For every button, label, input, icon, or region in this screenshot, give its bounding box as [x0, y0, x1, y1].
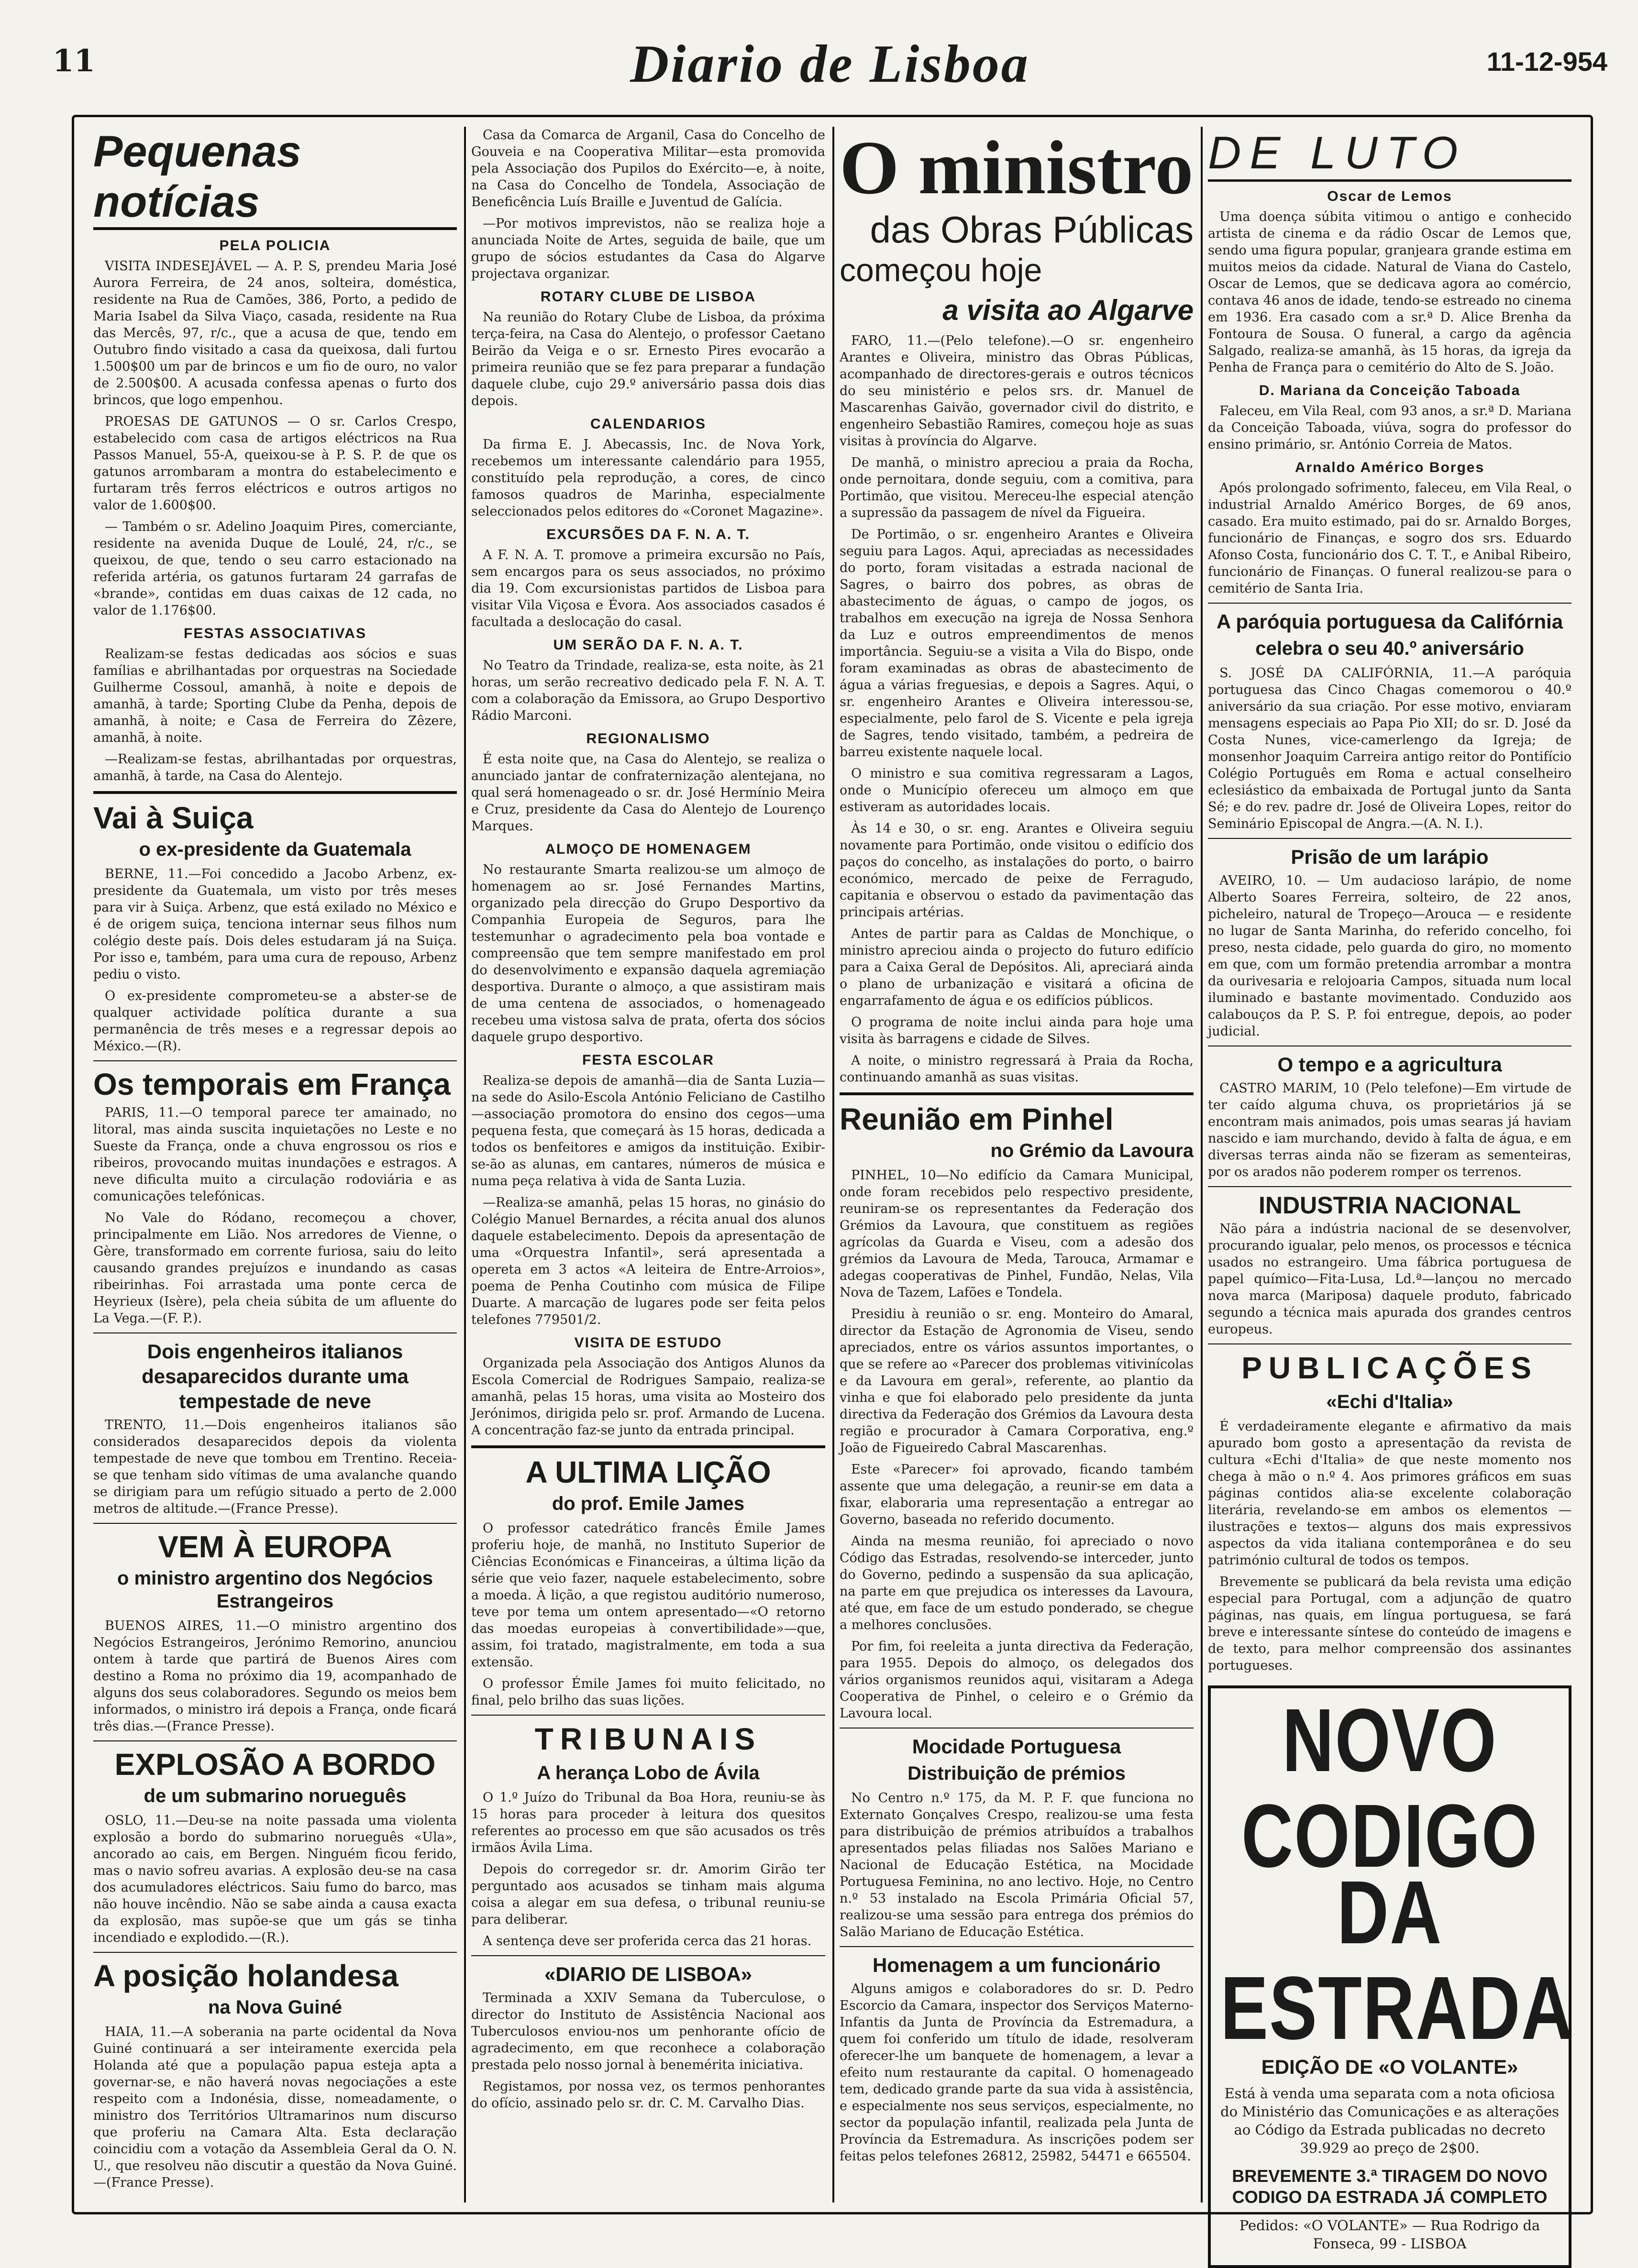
article-paragraph: É verdadeiramente elegante e afirmativo da mais apurado bom gosto a apresentação da revista de cultura «Echi d'Italia» de que neste momento nos chega à mão o n.º 4. Aos primores gráficos em suas páginas contidos alia-se excelente colaboração literária, revelando-se em ambos os elementos — ilustrações e textos— alguns dos mais expressivos aspectos da vida italiana contemporânea e do seu património cultural de todos os tempos. — [1208, 1419, 1572, 1568]
article-paragraph: Brevemente se publicará da bela revista uma edição especial para Portugal, com a adjunção de quatro páginas, nas quais, em língua portuguesa, se fará breve e interessante síntese do conteúdo de imagens e de texto, para melhor compreensão dos assinantes portugueses. — [1208, 1574, 1572, 1673]
subheading: UM SERÃO DA F. N. A. T. — [553, 637, 743, 653]
article-paragraph: A F. N. A. T. promove a primeira excursão no País, sem encargos para os seus associados, no próximo dia 19. Com excursionistas partidos de Lisboa para visitar Vila Viçosa e Évora. Aos associados casados é facultada a deslocação do casal. — [471, 548, 825, 629]
article-paragraph: VISITA INDESEJÁVEL — A. P. S, prendeu Maria José Aurora Ferreira, de 24 anos, solteira, doméstica, residente na Rua de Camões, 386, Porto, a pedido de Maria Isabel da Silva Viaço, casada, residente na Rua das Mercês, 97, r/c., que a acusa de que, tendo em Outubro findo visitado a casa da queixosa, dali furtou 1.500$00 um par de brincos e um fio de ouro, no valor de 2.500$00. A acusada confessa apenas o furto dos brincos, que logo empenhou. — [93, 259, 457, 407]
article-paragraph: De manhã, o ministro apreciou a praia da Rocha, onde pernoitara, donde seguiu, com a comitiva, para Portimão, que visitou. Mereceu-lhe especial atenção a supressão da passagem de nível da Figueira. — [840, 455, 1194, 520]
article-paragraph: Este «Parecer» foi aprovado, ficando também assente que uma delegação, a reunir-se em data a fixar, elaboraria uma representação a entregar ao Governo, baseada no referido documento. — [840, 1462, 1194, 1527]
obituary-name: D. Mariana da Conceição Taboada — [1259, 383, 1521, 398]
obituary-name: Arnaldo Américo Borges — [1295, 460, 1485, 475]
article-paragraph: PINHEL, 10—No edifício da Camara Municipal, onde foram recebidos pelo respectivo presidente, reuniram-se os representantes da Federação dos Grémios da Lavoura, que constituem as regiões agrícolas da Guarda e Viseu, com a adesão dos grémios da Lavoura de Meda, Tarouca, Armamar e adegas cooperativas de Pinhel, Fundão, Nelas, Vila Nova de Tazem, Lafões e Tondela. — [840, 1168, 1194, 1300]
article-headline: Vai à Suiça — [93, 801, 254, 835]
obituary-name: Oscar de Lemos — [1327, 188, 1452, 204]
article-deck: do prof. Emile James — [552, 1493, 745, 1514]
lead-headline-line3: começou hoje — [840, 252, 1042, 288]
issue-date: 11-12-954 — [1486, 46, 1607, 77]
article-headline: «DIARIO DE LISBOA» — [544, 1963, 753, 1985]
article-paragraph: A sentença deve ser proferida cerca das 21 horas. — [483, 1934, 812, 1949]
masthead — [53, 19, 1607, 110]
subheading: CALENDARIOS — [590, 416, 706, 432]
subheading: ALMOÇO DE HOMENAGEM — [545, 841, 752, 857]
article-paragraph: — Também o sr. Adelino Joaquim Pires, comerciante, residente na avenida Duque de Loulé, 24, r/c., se queixou, de que, tendo o seu carro estacionado na referida artéria, os gatunos furtaram 24 garrafas de «brande», contidas em duas caixas de 12 cada, no valor de 1.176$00. — [93, 519, 457, 618]
column-rule — [832, 127, 834, 2202]
article-headline: Os temporais em França — [93, 1067, 451, 1101]
article-paragraph: Alguns amigos e colaboradores do sr. D. Pedro Escorcio da Camara, inspector dos Serviços Materno-Infantis da Junta de Província da Estremadura, a quem foi conferido um título de idade, resolveram oferecer-lhe um banquete de homenagem, a levar a efeito num restaurante da capital. O homenageado tem, dedicado grande parte da sua vida à assistência, e especialmente nos seus serviços, especialmente, no sector da população infantil, realizada pela Junta de Província da Estremadura. As inscrições podem ser feitas pelos telefones 26812, 25982, 54471 e 665504. — [840, 1982, 1194, 2164]
ad-text: Está à venda uma separata com a nota oficiosa do Ministério das Comunicações e as alterações ao Código da Estrada publicadas no decreto 39.929 ao preço de 2$00. — [1220, 2085, 1559, 2156]
divider — [471, 1445, 825, 1448]
article-paragraph: AVEIRO, 10. — Um audacioso larápio, de nome Alberto Soares Ferreira, solteiro, de 22 anos, picheleiro, natural de Tropeço—Arouca — e residente no lugar de Santa Marinha, do referido concelho, foi preso, nesta cidade, pelo guarda do giro, no momento em que, com um formão pretendia arrombar a montra da ourivesaria e relojoaria Campos, situada num local iluminado e bastante movimentado. Conduzido aos calabouços da P. S. P. foi entregue, depois, ao poder judicial. — [1208, 873, 1572, 1039]
article-paragraph: Realiza-se depois de amanhã—dia de Santa Luzia—na sede do Asilo-Escola António Feliciano de Castilho—associação promotora do ensino dos cegos—uma pequena festa, que começará às 15 horas, dedicada a todos os benfeitores e amigos da instituição. Exibir-se-ão as alunas, em cantares, números de música e numa peça relativa à vida de Santa Luzia. — [471, 1073, 825, 1189]
ad-title-line1: NOVO CODIGO — [1241, 1690, 1538, 1886]
article-deck: Distribuição de prémios — [908, 1763, 1126, 1784]
article-headline: Prisão de um larápio — [1291, 846, 1489, 868]
article-paragraph: Após prolongado sofrimento, faleceu, em Vila Real, o industrial Arnaldo Américo Borges, de 69 anos, casado. Era muito estimado, pai do sr. Arnaldo Borges, funcionário de Finanças, e sogro dos srs. Eduardo Afonso Costa, funcionário dos C. T. T., e Anibal Ribeiro, funcionário de Finanças. O funeral realizou-se para o cemitério de Santa Iria. — [1208, 481, 1572, 596]
article-paragraph: Uma doença súbita vitimou o antigo e conhecido artista de cinema e da rádio Oscar de Lemos que, sendo uma figura popular, granjeara grande estima em muitos meios da cidade. Natural de Viana do Castelo, Oscar de Lemos, que se dedicava agora ao comércio, contava 46 anos de idade, tendo-se estreado no cinema em 1936. Era casado com a sr.ª D. Alice Brenha da Fontoura de Sousa. O funeral, a cargo da agência Salgado, realiza-se amanhã, às 15 horas, da igreja da Penha de França para o cemitério do Alto de S. João. — [1208, 209, 1572, 375]
column-2 — [471, 127, 825, 2202]
divider — [1208, 603, 1572, 604]
divider — [93, 1740, 457, 1741]
section-heading: DE LUTO — [1208, 127, 1572, 182]
article-deck: na Nova Guiné — [208, 1997, 343, 2018]
article-deck: de um submarino norueguês — [144, 1785, 407, 1806]
subheading: ROTARY CLUBE DE LISBOA — [540, 289, 756, 305]
article-paragraph: Na reunião do Rotary Clube de Lisboa, da próxima terça-feira, na Casa do Alentejo, o professor Caetano Beirão da Veiga e o sr. Ernesto Pires evocarão a primeira reunião que se fez para preparar a fundação daquele clube, cujo 29.º aniversário passa dois dias depois. — [471, 310, 825, 408]
article-paragraph: No restaurante Smarta realizou-se um almoço de homenagem ao sr. José Fernandes Martins, organizado pela direcção do Grupo Desportivo da Companhia Europeia de Seguros, para lhe testemunhar o agradecimento pela boa vontade e compreensão que tem sempre manifestado em prol do desenvolvimento e expansão daquela agremiação desportiva. Durante o almoço, a que assistiram mais de uma centena de associados, o homenageado recebeu uma vistosa salva de prata, oferta dos sócios daquele grupo desportivo. — [471, 862, 825, 1045]
article-paragraph: Casa da Comarca de Arganil, Casa do Concelho de Gouveia e na Cooperativa Militar—esta promovida pela Associação dos Pupilos do Exército—e, à noite, na Casa do Concelho de Tondela, Associação de Beneficência Luís Braille e Juventud de Galícia. — [471, 128, 825, 209]
divider — [93, 1952, 457, 1953]
article-paragraph: HAIA, 11.—A soberania na parte ocidental da Nova Guiné continuará a ser inteiramente exercida pela Holanda até que a população papua esteja apta a governar-se, e não haverá novas negociações a este respeito com a Indonésia, disse, nomeadamente, o ministro dos Territórios Ultramarinos num discurso que proferiu na Camara Alta. Esta declaração coincidiu com a votação da Assembleia Geral da O. N. U., que resolveu não discutir a questão da Nova Guiné.—(France Presse). — [93, 2025, 457, 2190]
article-paragraph: FARO, 11.—(Pelo telefone).—O sr. engenheiro Arantes e Oliveira, ministro das Obras Públicas, acompanhado de directores-gerais e outros técnicos do seu ministério e pelos srs. dr. Manuel de Mascarenhas Gaivão, governador civil do distrito, e engenheiro Sebastião Ramires, começou hoje as suas visitas à província do Algarve. — [840, 333, 1194, 449]
article-paragraph: O ministro e sua comitiva regressaram a Lagos, onde o Município ofereceu um almoço em que estiveram as autoridades locais. — [840, 766, 1194, 815]
article-headline: A posição holandesa — [93, 1959, 398, 1993]
advertisement-box — [1208, 1685, 1572, 2268]
article-paragraph: É esta noite que, na Casa do Alentejo, se realiza o anunciado jantar de confraternização alentejana, no qual será homenageado o sr. dr. José Hermínio Meira e Cruz, presidente da Casa do Alentejo de Lourenço Marques. — [471, 752, 825, 834]
article-paragraph: O professor catedrático francês Émile James proferiu hoje, de manhã, no Instituto Superior de Ciências Económicas e Financeiras, a última lição da série que veio fazer, naquele estabelecimento, sobre a moeda. À lição, a que registou auditório numeroso, teve por tema um ontem apresentado—«O retorno das moedas europeias à convertibilidade»—que, assim, foi tratado, magistralmente, em toda a sua extensão. — [471, 1521, 825, 1670]
article-headline: Reunião em Pinhel — [840, 1102, 1114, 1136]
column-3 — [840, 127, 1194, 2202]
subheading: FESTA ESCOLAR — [582, 1052, 714, 1068]
subheading: PELA POLICIA — [219, 238, 331, 253]
article-headline: Homenagem a um funcionário — [872, 1954, 1161, 1976]
article-headline: EXPLOSÃO A BORDO — [114, 1747, 436, 1782]
article-paragraph: De Portimão, o sr. engenheiro Arantes e Oliveira seguiu para Lagos. Aqui, apreciadas as necessidades do porto, foram visitadas a estrada nacional de Sagres, o bairro dos pobres, as obras de abastecimento de águas, o campo de jogos, os trabalhos em execução na igreja de Nossa Senhora da Luz e outros empreendimentos de menos importância. Seguiu-se a visita a Vila do Bispo, onde foram examinadas as obras de abastecimento de água a várias freguesias, e depois a Sagres. Aqui, o sr. engenheiro Arantes e Oliveira interessou-se, especialmente, pelo farol de S. Vicente e pela igreja de Sagres, tendo visitado, também, a pedreira de barreu existente naquele local. — [840, 527, 1194, 760]
ad-note: BREVEMENTE 3.ª TIRAGEM DO NOVO CODIGO DA ESTRADA JÁ COMPLETO — [1232, 2166, 1548, 2207]
article-deck: celebra o seu 40.º aniversário — [1255, 638, 1524, 659]
article-headline: PUBLICAÇÕES — [1241, 1351, 1538, 1385]
article-paragraph: Terminada a XXIV Semana da Tuberculose, o director do Instituto de Assistência Nacional aos Tuberculosos enviou-nos um penhorante ofício de agradecimento, em que reconhece a colaboração prestada pelo nosso jornal à benemérita iniciativa. — [471, 1991, 825, 2072]
article-paragraph: Antes de partir para as Caldas de Monchique, o ministro apreciou ainda o projecto do futuro edifício para a Caixa Geral de Depósitos. Ali, apreciará ainda o plano de urbanização e visitará a oficina de engarrafamento de água e os edifícios públicos. — [840, 926, 1194, 1008]
article-paragraph: PARIS, 11.—O temporal parece ter amainado, no litoral, mas ainda suscita inquietações no Leste e no Sueste da França, onde a chuva engrossou os rios e ribeiros, provocando muitas inundações e estragos. A neve dificulta muito a circulação rodoviária e as comunicações telefónicas. — [93, 1105, 457, 1204]
divider — [1208, 1186, 1572, 1187]
subheading: EXCURSÕES DA F. N. A. T. — [546, 527, 750, 542]
divider — [840, 1728, 1194, 1729]
article-paragraph: Presidiu à reunião o sr. eng. Monteiro do Amaral, director da Estação de Agronomia de Viseu, sendo apreciados, entre os vários assuntos importantes, o que se refere ao «Parecer dos problemas vitivinícolas e da Lavoura em geral», referente, ao plantio da vinha e que foi elaborado pelo presidente da junta directiva da Federação dos Grémios da Lavoura desta região e procurador à Camara Corporativa, eng.º João de Figueiredo Cabral Mascarenhas. — [840, 1307, 1194, 1455]
article-paragraph: —Realizam-se festas, abrilhantadas por orquestras, amanhã, à tarde, na Casa do Alentejo. — [93, 752, 457, 783]
article-headline: Dois engenheiros italianos desaparecidos durante uma tempestade de neve — [142, 1340, 409, 1412]
article-paragraph: Depois do corregedor sr. dr. Amorim Girão ter perguntado aos acusados se tinham mais alguma coisa a alegar em sua defesa, o tribunal reuniu-se para deliberar. — [471, 1862, 825, 1927]
article-paragraph: O professor Émile James foi muito felicitado, no final, pelo brilho das suas lições. — [471, 1676, 825, 1708]
article-paragraph: BUENOS AIRES, 11.—O ministro argentino dos Negócios Estrangeiros, Jerónimo Remorino, anunciou ontem à tarde que partirá de Buenos Aires com destino a Roma no próximo dia 19, acompanhado de alguns dos seus colaboradores. Segundo os meios bem informados, o ministro irá depois a França, onde ficará três dias.—(France Presse). — [93, 1618, 457, 1734]
article-headline: O tempo e a agricultura — [1277, 1053, 1502, 1076]
article-paragraph: No Vale do Ródano, recomeçou a chover, principalmente em Lião. Nos arredores de Vienne, o Gère, transformado em corrente furiosa, saiu do leito causando grandes prejuízos e inundando as casas ribeirinhas. Foi arrastada uma ponte cerca de Heyrieux (Isère), pela cheia súbita de um afluente do La Vega.—(F. P.). — [93, 1211, 457, 1326]
article-deck: A herança Lobo de Ávila — [537, 1762, 760, 1784]
article-headline: INDUSTRIA NACIONAL — [1258, 1192, 1521, 1219]
article-deck: «Echi d'Italia» — [1326, 1391, 1453, 1412]
lead-headline-line4: a visita ao Algarve — [942, 294, 1194, 326]
article-paragraph: Às 14 e 30, o sr. eng. Arantes e Oliveira seguiu novamente para Portimão, onde visitou o edifício dos paços do concelho, as instalações do porto, o bairro económico, mercado de peixe de Ferragudo, capitania e observou o estado da pavimentação das principais artérias. — [840, 821, 1194, 920]
article-paragraph: —Por motivos imprevistos, não se realiza hoje a anunciada Noite de Artes, seguida de baile, que um grupo de sócios estudantes da Casa do Algarve projectava organizar. — [471, 216, 825, 281]
divider — [840, 1092, 1194, 1095]
article-paragraph: No Centro n.º 175, da M. P. F. que funciona no Externato Gonçalves Crespo, realizou-se uma festa para distribuição de prémios atribuídos a trabalhos apresentados pelas filiadas nos Salões Mariano e Nacional de Educação Estética, na Mocidade Portuguesa Feminina, no ano lectivo. Hoje, no Centro n.º 53 instalado na Escola Primária Oficial 57, realizou-se uma sessão para entrega dos prémios do Salão Mariano de Educação Estética. — [840, 1791, 1194, 1939]
article-paragraph: Registamos, por nossa vez, os termos penhorantes do ofício, assinado pelo sr. dr. C. M. Carvalho Dias. — [471, 2079, 825, 2111]
article-paragraph: Faleceu, em Vila Real, com 93 anos, a sr.ª D. Mariana da Conceição Taboada, viúva, sogra do professor do ensino primário, sr. António Correia de Matos. — [1208, 404, 1572, 452]
article-paragraph: O ex-presidente comprometeu-se a abster-se de qualquer actividade política durante a sua permanência de três meses e a regressar depois ao México.—(R). — [93, 989, 457, 1054]
ad-orders: Pedidos: «O VOLANTE» — Rua Rodrigo da Fonseca, 99 - LISBOA — [1239, 2217, 1540, 2252]
divider — [471, 1715, 825, 1716]
divider — [840, 1946, 1194, 1947]
divider — [93, 1332, 457, 1333]
column-rule — [464, 127, 466, 2202]
lead-headline-line2: das Obras Públicas — [870, 209, 1194, 251]
page-number: 11 — [53, 43, 96, 79]
article-paragraph: OSLO, 11.—Deu-se na noite passada uma violenta explosão a bordo do submarino norueguês «Ula», ancorado ao cais, em Bergen. Ninguém ficou ferido, mas o navio sofreu avarias. A explosão deu-se na casa dos acumuladores eléctricos. Saiu fumo do barco, mas não houve incêndio. Não se sabe ainda a causa exacta da explosão, mas supõe-se que um gás se tinha incendiado e explodido.—(R.). — [93, 1813, 457, 1945]
article-headline: VEM À EUROPA — [158, 1530, 392, 1564]
article-paragraph: —Realiza-se amanhã, pelas 15 horas, no ginásio do Colégio Manuel Bernardes, a récita anual dos alunos daquele estabelecimento. Depois da apresentação de uma «Orquestra Infantil», será apresentada a opereta em 3 actos «A leiteira de Entre-Arroios», poema de Penha Coutinho com música de Filipe Duarte. A marcação de lugares pode ser feita pelos telefones 779501/2. — [471, 1195, 825, 1327]
article-paragraph: Da firma E. J. Abecassis, Inc. de Nova York, recebemos um interessante calendário para 1955, constituído pela reprodução, a cores, de cinco famosos quadros de Marinha, especialmente seleccionados pelos editores do «Coronet Magazine». — [471, 437, 825, 519]
column-rule — [1201, 127, 1203, 2202]
divider — [1208, 1343, 1572, 1344]
ad-subtitle: EDIÇÃO DE «O VOLANTE» — [1261, 2056, 1518, 2078]
divider — [93, 791, 457, 794]
ad-title-line2: DA ESTRADA — [1220, 1862, 1574, 2058]
article-paragraph: A noite, o ministro regressará à Praia da Rocha, continuando amanhã as suas visitas. — [840, 1053, 1194, 1085]
article-paragraph: Por fim, foi reeleita a junta directiva da Federação, para 1955. Depois do almoço, os delegados dos vários organismos reunidos aqui, visitaram a Adega Cooperativa de Pinhel, o celeiro e o Grémio da Lavoura local. — [840, 1639, 1194, 1721]
divider — [93, 1060, 457, 1061]
subheading: REGIONALISMO — [586, 731, 710, 747]
article-headline: A ULTIMA LIÇÃO — [525, 1455, 771, 1489]
article-deck: o ex-presidente da Guatemala — [139, 839, 411, 860]
article-headline: A paróquia portuguesa da Califórnia — [1216, 610, 1563, 633]
article-paragraph: CASTRO MARIM, 10 (Pelo telefone)—Em virtude de ter caído alguma chuva, os proprietários já se encontram mais animados, pois umas searas já haviam nascido e iam murchando, devido à falta de água, e em diversas terras ainda não se fizeram as sementeiras, por os arados não poderem romper os terrenos. — [1208, 1081, 1572, 1179]
article-paragraph: Organizada pela Associação dos Antigos Alunos da Escola Comercial de Rodrigues Sampaio, realiza-se amanhã, pelas 15 horas, uma visita ao Mosteiro dos Jerónimos, dirigida pelo sr. prof. Armando de Lucena. A concentração faz-se junto da entrada principal. — [471, 1356, 825, 1438]
article-paragraph: Não pára a indústria nacional de se desenvolver, procurando igualar, pelo menos, os processos e técnica usados no estrangeiro. Uma fábrica portuguesa de papel químico—Fita-Lusa, Ld.ª—lançou no mercado nova marca (Mariposa) daquele produto, fabricado segundo a técnica mais apurada dos grandes centros europeus. — [1208, 1222, 1572, 1337]
article-paragraph: O 1.º Juízo do Tribunal da Boa Hora, reuniu-se às 15 horas para proceder à leitura dos quesitos referentes ao processo em que são acusados os três irmãos Ávila Lima. — [471, 1790, 825, 1855]
article-paragraph: No Teatro da Trindade, realiza-se, esta noite, às 21 horas, um serão recreativo dedicado pela F. N. A. T. com a colaboração da Emissora, ao Grupo Desportivo Rádio Marconi. — [471, 658, 825, 723]
article-headline: TRIBUNAIS — [534, 1722, 762, 1756]
column-1 — [93, 127, 457, 2202]
divider — [93, 1523, 457, 1524]
article-paragraph: BERNE, 11.—Foi concedido a Jacobo Arbenz, ex-presidente da Guatemala, um visto por três meses para vir à Suiça. Arbenz, que está exilado no México e é de origem suiça, tenciona internar seus filhos num colégio deste país. Dois deles estudaram já na Suiça. Por isso e, também, para uma cura de repouso, Arbenz pediu o visto. — [93, 867, 457, 982]
article-deck: o ministro argentino dos Negócios Estrangeiros — [117, 1568, 433, 1612]
article-paragraph: Realizam-se festas dedicadas aos sócios e suas famílias e abrilhantadas por orquestras na Sociedade Guilherme Cossoul, amanhã, à noite e depois de amanhã, à tarde; Sporting Clube da Penha, depois de amanhã, à noite; e Casa de Ferreira do Zêzere, amanhã, à noite. — [93, 647, 457, 745]
article-paragraph: Ainda na mesma reunião, foi apreciado o novo Código das Estradas, resolvendo-se interceder, junto do Governo, pedindo a suspensão da sua aplicação, na parte em que prejudica os interesses da Lavoura, até que, em face de um estudo ponderado, se chegue a melhores conclusões. — [840, 1534, 1194, 1632]
divider — [1208, 838, 1572, 839]
subheading: VISITA DE ESTUDO — [574, 1335, 722, 1351]
subheading: FESTAS ASSOCIATIVAS — [184, 626, 366, 641]
article-paragraph: O programa de noite inclui ainda para hoje uma visita às barragens e cidade de Silves. — [840, 1015, 1194, 1046]
article-paragraph: PROESAS DE GATUNOS — O sr. Carlos Crespo, estabelecido com casa de artigos eléctricos na Rua Passos Manuel, 55-A, queixou-se à P. S. P. de que os gatunos arrombaram a montra do estabelecimento e furtaram três ferros eléctricos e outros artigos no valor de 1.600$00. — [93, 414, 457, 513]
column-4 — [1208, 127, 1574, 2252]
divider — [471, 1955, 825, 1956]
page-frame — [72, 115, 1593, 2252]
article-paragraph: TRENTO, 11.—Dois engenheiros italianos são considerados desaparecidos depois da violenta tempestade de neve que tombou em Trentino. Receia-se que tenham sido vítimas de uma avalanche quando se dirigiam para um refúgio situado a perto de 2.000 metros de altitude.—(France Presse). — [93, 1418, 457, 1516]
section-heading: Pequenas notícias — [93, 127, 457, 230]
article-paragraph: S. JOSÉ DA CALIFÓRNIA, 11.—A paróquia portuguesa das Cinco Chagas comemorou o 40.º aniversário da sua criação. Por esse motivo, enviaram mensagens especiais ao Papa Pio XII; do sr. D. José da Costa Nunes, vice-camerlengo da Igreja; de monsenhor Joaquim Carreira antigo reitor do Pontifício Colégio Português em Roma e actual conselheiro eclesiástico da embaixada de Portugal junto da Santa Sé; e do rev. padre dr. José de Oliveira Lopes, reitor do Seminário Episcopal de Angra.—(A. N. I.). — [1208, 666, 1572, 831]
lead-headline: O ministro — [840, 125, 1194, 210]
article-deck: no Grémio da Lavoura — [990, 1140, 1194, 1161]
newspaper-title: Diario de Lisboa — [630, 34, 1030, 94]
article-headline: Mocidade Portuguesa — [912, 1735, 1121, 1758]
